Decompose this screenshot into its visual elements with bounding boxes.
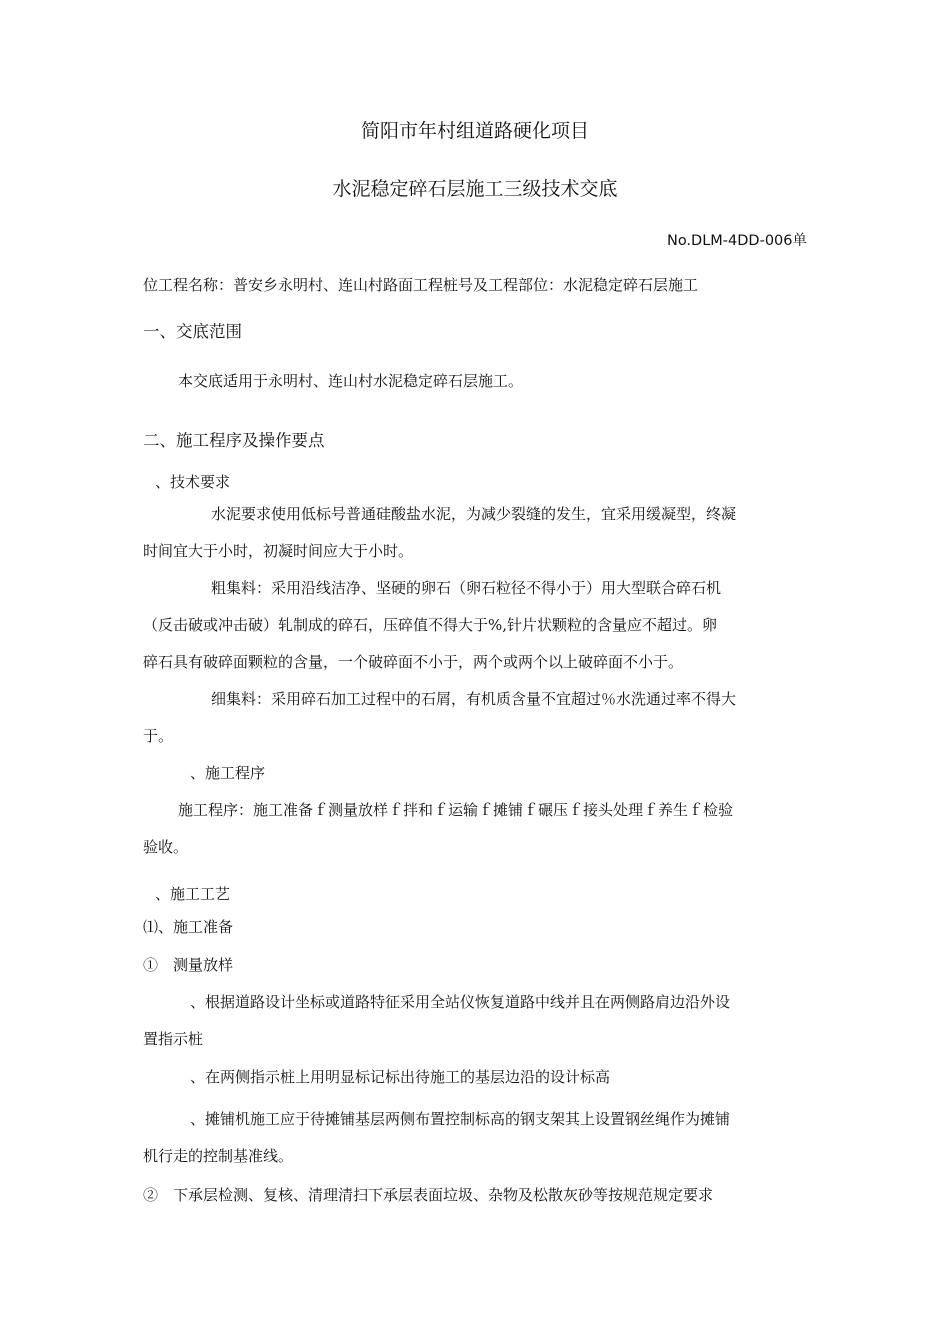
fine-aggregate-line2: 于。 bbox=[143, 727, 174, 745]
doc-title-line1: 简阳市年村组道路硬化项目 bbox=[360, 120, 589, 142]
cement-para-line2: 时间宜大于小时，初凝时间应大于小时。 bbox=[143, 542, 414, 560]
doc-title-line2: 水泥稳定碎石层施工三级技术交底 bbox=[332, 178, 618, 200]
coarse-aggregate-line1: 粗集料：采用沿线洁净、坚硬的卵石（卵石粒径不得小于）用大型联合碎石机 bbox=[211, 579, 722, 597]
procedure-line2: 验收。 bbox=[143, 838, 189, 856]
survey-item-c-line1: 、摊铺机施工应于待摊铺基层两侧布置控制标高的钢支架其上设置钢丝绳作为摊铺 bbox=[190, 1110, 731, 1128]
coarse-aggregate-line2: （反击破或冲击破）轧制成的碎石，压碎值不得大于%,针片状颗粒的含量应不超过。卵 bbox=[143, 616, 718, 634]
survey-item-c-line2: 机行走的控制基准线。 bbox=[143, 1147, 294, 1165]
cement-para-line1: 水泥要求使用低标号普通硅酸盐水泥，为减少裂缝的发生，宜采用缓凝型，终凝 bbox=[211, 505, 737, 523]
survey-item-b: 、在两侧指示桩上用明显标记标出待施工的基层边沿的设计标高 bbox=[190, 1068, 611, 1086]
survey-item-a-line2: 置指示桩 bbox=[143, 1030, 204, 1048]
survey-item-a-line1: 、根据道路设计坐标或道路特征采用全站仪恢复道路中线并且在两侧路肩边沿外设 bbox=[190, 993, 731, 1011]
fine-aggregate-line1: 细集料：采用碎石加工过程中的石屑，有机质含量不宜超过％水洗通过率不得大 bbox=[211, 690, 737, 708]
lower-layer-check: ② 下承层检测、复核、清理清扫下承层表面垃圾、杂物及松散灰砂等按规范规定要求 bbox=[143, 1186, 714, 1204]
section1-heading: 一、交底范围 bbox=[143, 322, 242, 341]
project-info-line: 位工程名称：普安乡永明村、连山村路面工程桩号及工程部位：水泥稳定碎石层施工 bbox=[143, 276, 699, 294]
tech-requirements-heading: 、技术要求 bbox=[155, 473, 231, 491]
preparation-heading: ⑴、施工准备 bbox=[143, 918, 234, 936]
section2-heading: 二、施工程序及操作要点 bbox=[143, 431, 325, 450]
craft-heading: 、施工工艺 bbox=[155, 885, 231, 903]
survey-heading: ① 测量放样 bbox=[143, 956, 234, 974]
section1-text: 本交底适用于永明村、连山村水泥稳定碎石层施工。 bbox=[178, 372, 524, 390]
document-number: No.DLM-4DD-006单 bbox=[666, 233, 807, 249]
coarse-aggregate-line3: 碎石具有破碎面颗粒的含量，一个破碎面不小于，两个或两个以上破碎面不小于。 bbox=[143, 653, 684, 671]
procedure-heading: 、施工程序 bbox=[190, 764, 266, 782]
procedure-line1: 施工程序：施工准备ｆ测量放样ｆ拌和ｆ运输ｆ摊铺ｆ碾压ｆ接头处理ｆ养生ｆ检验 bbox=[178, 801, 734, 819]
